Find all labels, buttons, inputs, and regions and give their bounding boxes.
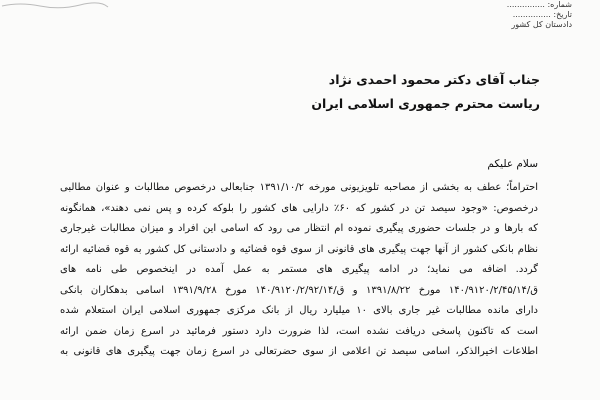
letter-body	[60, 178, 538, 400]
body-line: است که تاکنون پاسخی دریافت نشده است، لذا ضرورت دارد دستور فرمائید در اسرع زمان ضمن ارائه	[60, 325, 538, 337]
greeting: سلام علیکم	[487, 158, 538, 170]
body-line: گردد. اضافه می نماید؛ در ادامه پیگیری های مستمر به عمل آمده در اینخصوص طی نامه های	[60, 264, 538, 275]
addressee-block	[240, 68, 540, 116]
addressee-name: جناب آقای دکتر محمود احمدی نژاد	[328, 72, 540, 87]
letter-date: تاریخ: ...............	[512, 10, 572, 19]
body-line: که بارها و در جلسات حضوری پیگیری نموده ام انتظار می رود که اسامی این افراد و میزان مطالبات غیرجاری	[60, 223, 538, 234]
letter-number: شماره: ...............	[506, 0, 572, 9]
scribble-mark	[0, 0, 110, 12]
body-line: نظام بانکی کشور از آنها جهت پیگیری های قانونی از سوی قوه قضائیه و دادستانی کل کشور به قوه قضائیه ارائه	[60, 243, 538, 255]
sender-office: دادستان کل کشور	[511, 20, 572, 29]
body-line: ق/۱۴۰/۹۱۲۰/۲/۴۵/۱۴ مورخ ۱۳۹۱/۸/۲۲ و ق/۱۴۰/۹۱۲۰/۲/۹۲/۱۴ مورخ ۱۳۹۱/۹/۲۸ اسامی بدهکاران بانکی	[60, 284, 538, 296]
addressee-title: ریاست محترم جمهوری اسلامی ایران	[311, 96, 540, 111]
body-line: احتراماً؛ عطف به بخشی از مصاحبه تلویزیونی مورخه ۱۳۹۱/۱۰/۲ جنابعالی درخصوص مطالبات و عنوان مطالبی	[60, 182, 538, 193]
body-line: اطلاعات اخیرالذکر، اسامی سیصد تن اعلامی از سوی حضرتعالی در اسرع زمان جهت پیگیری های قانونی به	[60, 346, 538, 357]
body-line: دارای مانده مطالبات غیر جاری بالای ۱۰ میلیارد ریال از بانک مرکزی جمهوری اسلامی ایران استعلام شده	[60, 305, 538, 316]
body-line: درخصوص: «وجود سیصد تن در کشور که ۶۰٪ دارایی های کشور را بلوکه کرده و پس نمی دهند»، همانگونه	[60, 202, 538, 214]
letterhead-info	[442, 0, 572, 40]
